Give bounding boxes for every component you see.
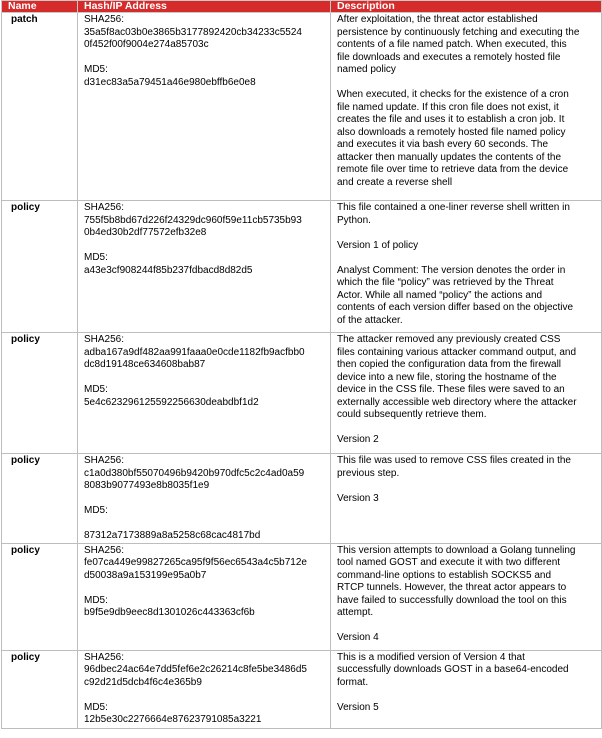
md5-value: b9f5e9db9eec8d1301026c443363cf6b (84, 607, 255, 618)
file-name: patch (2, 13, 78, 201)
sha256-value: fe07ca449e99827265ca95f9f56ec6543a4c5b712e d50038a9a153199e95a0b7 (84, 557, 307, 581)
hash-cell (78, 650, 331, 728)
table-row (2, 454, 602, 544)
header-hash: Hash/IP Address (78, 1, 331, 13)
md5-label: MD5: (84, 384, 108, 395)
file-name: policy (2, 333, 78, 454)
file-name: policy (2, 650, 78, 728)
description-cell (331, 543, 602, 650)
header-description: Description (331, 1, 602, 13)
description-paragraph: This file contained a one-liner reverse shell written in Python. (337, 202, 570, 226)
sha256-label: SHA256: (84, 14, 125, 25)
table-row (2, 201, 602, 333)
sha256-value: 96dbec24ac64e7dd5fef6e2c26214c8fe5be3486d5 c92d21d5dcb4f6c4e365b9 (84, 664, 307, 688)
hash-cell (78, 333, 331, 454)
file-name: policy (2, 454, 78, 544)
md5-value: 12b5e30c2276664e87623791085a3221 (84, 714, 262, 725)
hash-cell (78, 454, 331, 544)
file-name: policy (2, 201, 78, 333)
version-label: Version 1 of policy (337, 239, 419, 251)
sha256-value: 35a5f8ac03b0e3865b3177892420cb34233c5524 0f452f00f9004e274a85703c (84, 26, 302, 50)
analyst-comment: Analyst Comment: The version denotes the order in which the file “policy” was retrieved by the Threat Actor. While all named “policy” the actions and contents of each version differ based on the objective of the attacker. (337, 264, 574, 326)
hash-cell (78, 201, 331, 333)
description-paragraph: This is a modified version of Version 4 that successfully downloads GOST in a base64-encoded format. (337, 651, 569, 688)
md5-value: 87312a7173889a8a5258c68cac4817bd (84, 530, 261, 541)
md5-value: d31ec83a5a79451a46e980ebffb6e0e8 (84, 76, 256, 88)
version-label: Version 5 (337, 701, 379, 713)
description-cell (331, 454, 602, 544)
description-paragraph: The attacker removed any previously created CSS files containing various attacker command output, and then copied the configuration data from the firewall device into a new file, storing the hostname of the device in the CSS file. These files were saved to an externally accessible web directory where the attacker could subsequently retrieve them. (337, 334, 577, 420)
version-label: Version 4 (337, 632, 379, 643)
md5-label: MD5: (84, 252, 108, 263)
table-body (2, 13, 602, 729)
md5-label: MD5: (84, 594, 108, 606)
sha256-label: SHA256: (84, 455, 125, 466)
sha256-label: SHA256: (84, 202, 125, 213)
description-cell (331, 13, 602, 201)
sha256-value: adba167a9df482aa991faaa0e0cde1182fb9acfbb0 dc8d19148ce634608bab87 (84, 346, 305, 370)
version-label: Version 2 (337, 434, 379, 445)
sha256-label: SHA256: (84, 651, 125, 663)
version-label: Version 3 (337, 492, 379, 504)
description-paragraph: After exploitation, the threat actor established persistence by continuously fetching and executing the contents of a file named patch. When executed, this file downloads and executes a remotely hosted file named policy (337, 14, 580, 75)
table-row (2, 543, 602, 650)
table-header (2, 1, 602, 13)
md5-value: a43e3cf908244f85b237fdbacd8d82d5 (84, 264, 253, 276)
description-paragraph: This file was used to remove CSS files created in the previous step. (337, 455, 571, 479)
md5-value: 5e4c623296125592256630deabdbf1d2 (84, 396, 259, 408)
description-paragraph: When executed, it checks for the existence of a cron file named update. If this cron file does not exist, it creates the file and uses it to establish a cron job. It also downloads a remotely hosted file named policy and executes it via bash every 60 seconds. The attacker then manually updates the contents of the remote file over time to retrieve data from the device and create a reverse shell (337, 89, 569, 188)
description-cell (331, 650, 602, 728)
table-row (2, 333, 602, 454)
sha256-label: SHA256: (84, 334, 125, 345)
file-name: policy (2, 543, 78, 650)
sha256-value: c1a0d380bf55070496b9420b970dfc5c2c4ad0a59 8083b9077493e8b8035f1e9 (84, 467, 305, 491)
header-name: Name (2, 1, 78, 13)
table-row (2, 650, 602, 728)
md5-label: MD5: (84, 701, 108, 713)
description-paragraph: This version attempts to download a Golang tunneling tool named GOST and execute it with two different command-line options to establish SOCKS5 and RTCP tunnels. However, the threat actor appears to have failed to successfully download the tool on this attempt. (337, 544, 576, 618)
description-cell (331, 201, 602, 333)
header-row (2, 1, 602, 13)
md5-label: MD5: (84, 505, 108, 516)
md5-label: MD5: (84, 64, 108, 75)
sha256-label: SHA256: (84, 544, 125, 556)
sha256-value: 755f5b8bd67d226f24329dc960f59e11cb5735b93 0b4ed30b2df77572efb32e8 (84, 214, 302, 238)
ioc-table (1, 0, 602, 729)
description-cell (331, 333, 602, 454)
hash-cell (78, 543, 331, 650)
table-row (2, 13, 602, 201)
hash-cell (78, 13, 331, 201)
